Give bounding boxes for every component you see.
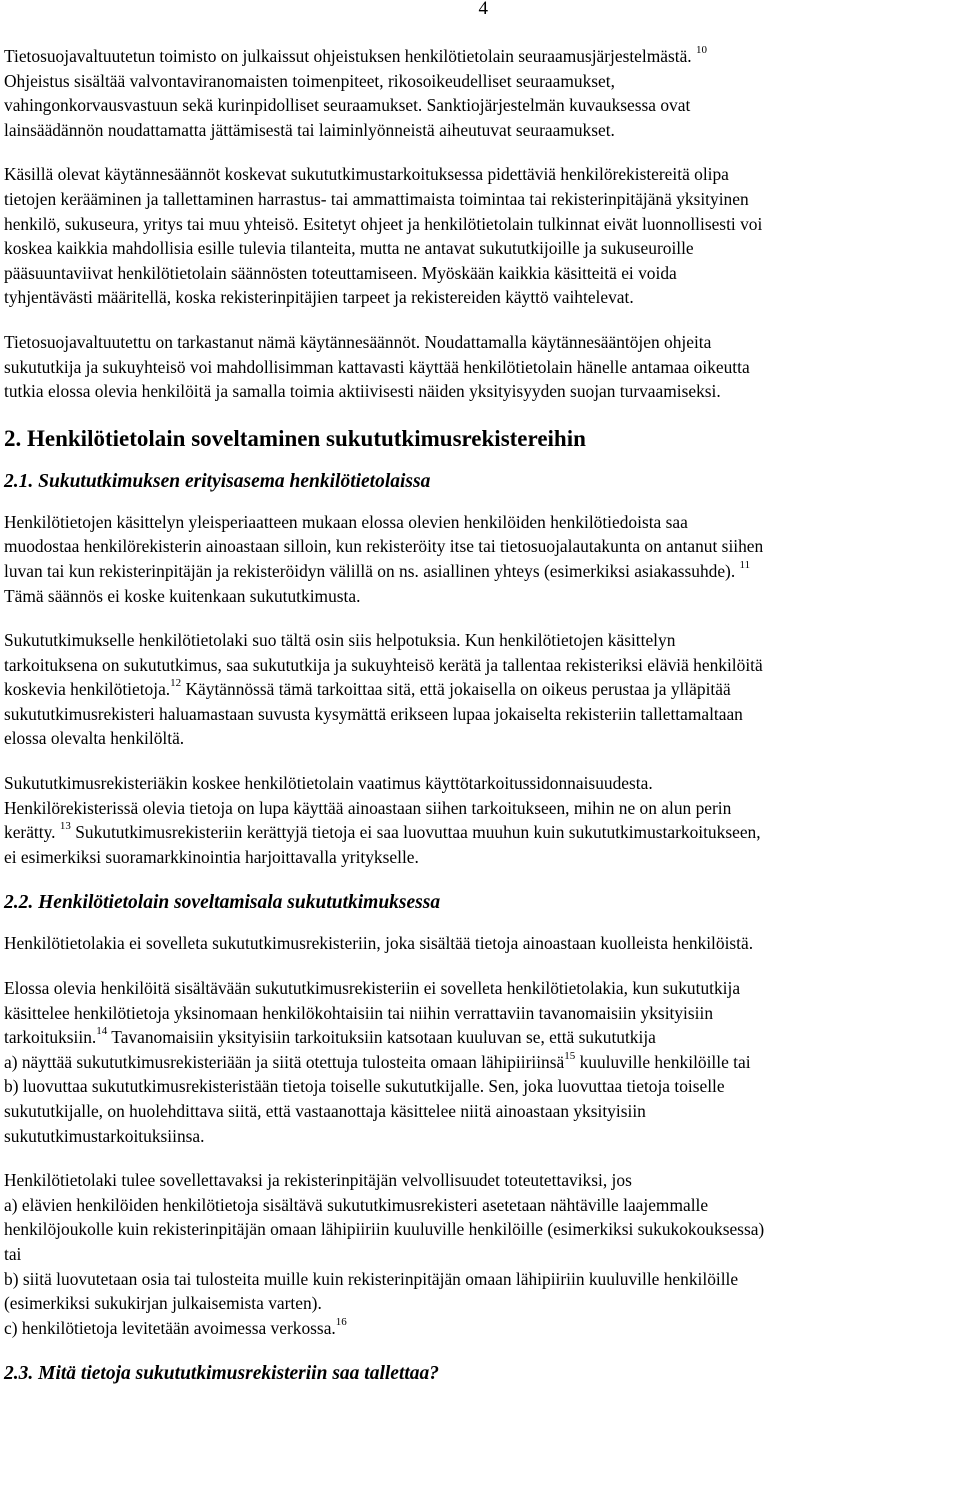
text-run: luvan tai kun rekisterinpitäjän ja rekisteröidyn välillä on ns. asiallinen yhteys (esimerkiksi asiakassuhde).	[4, 560, 740, 581]
text-run: tyhjentävästi määritellä, koska rekisterinpitäjien tarpeet ja rekistereiden käyttö vaihtelevat.	[4, 287, 634, 308]
text-run: b) siitä luovutetaan osia tai tulosteita muille kuin rekisterinpitäjän omaan lähipiiriin kuuluville henkilöille	[4, 1268, 739, 1289]
subsection-heading: 2.2. Henkilötietolain soveltamisala sukututkimuksessa	[4, 892, 441, 914]
text-run: Tietosuojavaltuutetun toimisto on julkaissut ohjeistuksen henkilötietolain seuraamusjärjestelmästä.	[4, 46, 696, 66]
text-line	[4, 820, 958, 845]
text-run: tietojen kerääminen ja tallettaminen harrastus- tai ammattimaista toimintaa tai rekisterinpitäjänä yksityinen	[4, 188, 749, 209]
text-run: Tämä säännös ei koske kuitenkaan sukututkimusta.	[4, 585, 361, 606]
text-line	[4, 118, 958, 143]
text-run: koskevia henkilötietoja.	[4, 679, 171, 700]
text-run: a) elävien henkilöiden henkilötietoja sisältävä sukututkimusrekisteri asetetaan nähtäville laajemmalle	[4, 1194, 709, 1215]
text-line	[4, 1124, 958, 1149]
text-line	[4, 1217, 958, 1242]
text-line	[4, 1001, 958, 1026]
text-run: henkilöjoukolle kuin rekisterinpitäjän omaan lähipiiriin kuuluville henkilöille (esimerkiksi sukukokouksessa)	[4, 1219, 765, 1240]
paragraph	[4, 931, 958, 956]
text-run: (esimerkiksi sukukirjan julkaisemista varten).	[4, 1293, 322, 1314]
text-run: Elossa olevia henkilöitä sisältävään sukututkimusrekisteriin ei sovelleta henkilötietolakia, kun sukututkija	[4, 978, 741, 999]
text-run: a) näyttää sukututkimusrekisteriään ja siitä otettuja tulosteita omaan lähipiiriinsä	[4, 1051, 565, 1072]
text-run: sukututkija ja sukuyhteisö voi mahdollisimman kattavasti käyttää henkilötietolain hänelle antamaa oikeutta	[4, 356, 750, 377]
text-line	[4, 702, 958, 727]
text-run: elossa olevalta henkilöltä.	[4, 728, 185, 749]
text-line	[4, 510, 958, 535]
text-run: Tavanomaisiin yksityisiin tarkoituksiin katsotaan kuuluvan se, että sukututkija	[107, 1027, 656, 1048]
text-line	[4, 1099, 958, 1124]
text-run: Sukututkimusrekisteriäkin koskee henkilötietolain vaatimus käyttötarkoitussidonnaisuudesta.	[4, 773, 653, 794]
paragraph	[4, 1168, 958, 1340]
text-line	[4, 212, 958, 237]
text-line	[4, 93, 958, 118]
text-line	[4, 1267, 958, 1292]
text-line	[4, 726, 958, 751]
text-line	[4, 236, 958, 261]
text-line	[4, 1074, 958, 1099]
text-run: Ohjeistus sisältää valvontaviranomaisten toimenpiteet, rikosoikeudelliset seuraamukset,	[4, 70, 615, 91]
text-run: ei esimerkiksi suoramarkkinointia harjoittavalla yritykselle.	[4, 846, 419, 867]
text-line	[4, 628, 958, 653]
page-number: 4	[478, 0, 488, 19]
text-line	[4, 44, 958, 69]
text-line	[4, 677, 958, 702]
text-line	[4, 187, 958, 212]
text-line	[4, 653, 958, 678]
text-line	[4, 584, 958, 609]
text-line	[4, 261, 958, 286]
text-line	[4, 1291, 958, 1316]
footnote-ref[interactable]: 15	[564, 1050, 576, 1063]
text-run: Sukututkimukselle henkilötietolaki suo tältä osin siis helpotuksia. Kun henkilötietojen käsittelyn	[4, 630, 676, 651]
text-line	[4, 796, 958, 821]
paragraph	[4, 330, 958, 404]
paragraph	[4, 976, 958, 1148]
text-line	[4, 355, 958, 380]
text-line	[4, 845, 958, 870]
document-body	[4, 44, 958, 1402]
text-line	[4, 379, 958, 404]
text-run: Henkilörekisterissä olevia tietoja on lupa käyttää ainoastaan siihen tarkoitukseen, mihin ne on alun perin	[4, 797, 732, 818]
text-run: pääsuuntaviivat henkilötietolain säännösten toteuttamiseen. Myöskään kaikkia käsitteitä ei voida	[4, 262, 677, 283]
text-line	[4, 1242, 958, 1267]
text-line	[4, 285, 958, 310]
text-run: Henkilötietolaki tulee sovellettavaksi ja rekisterinpitäjän velvollisuudet toteutettaviksi, jos	[4, 1170, 632, 1191]
text-line	[4, 1168, 958, 1193]
text-run: b) luovuttaa sukututkimusrekisteristään tietoja toiselle sukututkijalle. Sen, joka luovuttaa tietoja toiselle	[4, 1076, 725, 1097]
text-line	[4, 69, 958, 94]
text-line	[4, 1025, 958, 1050]
text-run: käsittelee henkilötietoja yksinomaan henkilökohtaisiin tai niihin verrattaviin tavanomaisiin yksityisiin	[4, 1002, 714, 1023]
text-line	[4, 1050, 958, 1075]
text-run: Käytännössä tämä tarkoittaa sitä, että jokaisella on oikeus perustaa ja ylläpitää	[181, 679, 731, 700]
text-run: kerätty.	[4, 822, 60, 843]
text-run: henkilö, sukuseura, yritys tai muu yhteisö. Esitetyt ohjeet ja henkilötietolain tulkinnat eivät luonnollisesti voi	[4, 213, 763, 234]
text-run: Käsillä olevat käytännesäännöt koskevat sukututkimustarkoituksessa pidettäviä henkilörekistereitä olipa	[4, 164, 729, 185]
text-run: tarkoituksiin.	[4, 1027, 97, 1048]
text-run: Henkilötietolakia ei sovelleta sukututkimusrekisteriin, joka sisältää tietoja ainoastaan kuolleista henkilöistä.	[4, 933, 754, 954]
subsection-heading: 2.3. Mitä tietoja sukututkimusrekisteriin saa tallettaa?	[4, 1363, 440, 1385]
text-line	[4, 559, 958, 584]
paragraph	[4, 771, 958, 869]
text-run: Sukututkimusrekisteriin kerättyjä tietoja ei saa luovuttaa muuhun kuin sukututkimustarkoitukseen,	[70, 822, 761, 843]
text-run: lainsäädännön noudattamatta jättämisestä tai laiminlyönneistä aiheutuvat seuraamukset.	[4, 119, 615, 140]
paragraph	[4, 44, 958, 142]
footnote-ref[interactable]: 11	[739, 559, 751, 572]
text-line	[4, 1193, 958, 1218]
text-run: vahingonkorvausvastuun sekä kurinpidolliset seuraamukset. Sanktiojärjestelmän kuvauksessa ovat	[4, 95, 691, 116]
paragraph	[4, 510, 958, 608]
text-run: tutkia elossa olevia henkilöitä ja samalla toimia aktiivisesti näiden yksityisyyden suojan turvaamiseksi.	[4, 381, 721, 402]
footnote-ref[interactable]: 13	[59, 820, 71, 833]
text-run: tai	[4, 1243, 22, 1264]
footnote-ref[interactable]: 16	[335, 1315, 347, 1328]
text-run: muodostaa henkilörekisterin ainoastaan silloin, kun rekisteröity itse tai tietosuojalautakunta on antanut siihen	[4, 536, 764, 557]
text-run: sukututkimustarkoituksiinsa.	[4, 1125, 205, 1146]
text-run: c) henkilötietoja levitetään avoimessa verkossa.	[4, 1317, 336, 1338]
text-run: sukututkijalle, on huolehdittava siitä, että vastaanottaja käsittelee niitä ainoastaan yksityisiin	[4, 1101, 646, 1121]
text-run: sukututkimusrekisteri haluamastaan suvusta kysymättä erikseen lupaa jokaiselta rekisteriin tallettamaltaan	[4, 703, 743, 724]
text-line	[4, 1316, 958, 1341]
text-line	[4, 534, 958, 559]
text-line	[4, 771, 958, 796]
text-line	[4, 976, 958, 1001]
paragraph	[4, 628, 958, 751]
text-run: Henkilötietojen käsittelyn yleisperiaatteen mukaan elossa olevien henkilöiden henkilötiedoista saa	[4, 511, 688, 532]
footnote-ref[interactable]: 14	[96, 1025, 108, 1038]
text-run: koskea kaikkia mahdollisia esille tulevia tilanteita, mutta ne antavat sukututkijoille ja sukuseuroille	[4, 238, 694, 259]
section-heading: 2. Henkilötietolain soveltaminen sukututkimusrekistereihin	[4, 425, 586, 451]
text-run: Tietosuojavaltuutettu on tarkastanut nämä käytännesäännöt. Noudattamalla käytännesääntöjen ohjeita	[4, 331, 712, 352]
text-line	[4, 931, 958, 956]
footnote-ref[interactable]: 12	[170, 677, 182, 690]
paragraph	[4, 162, 958, 310]
subsection-heading: 2.1. Sukututkimuksen erityisasema henkilötietolaissa	[4, 470, 431, 492]
text-line	[4, 330, 958, 355]
footnote-ref[interactable]: 10	[696, 44, 707, 57]
text-line	[4, 162, 958, 187]
text-run: tarkoituksena on sukututkimus, saa sukututkija ja sukuyhteisö kerätä ja tallentaa rekisteriksi eläviä henkilöitä	[4, 654, 763, 675]
text-run: kuuluville henkilöille tai	[575, 1051, 751, 1072]
